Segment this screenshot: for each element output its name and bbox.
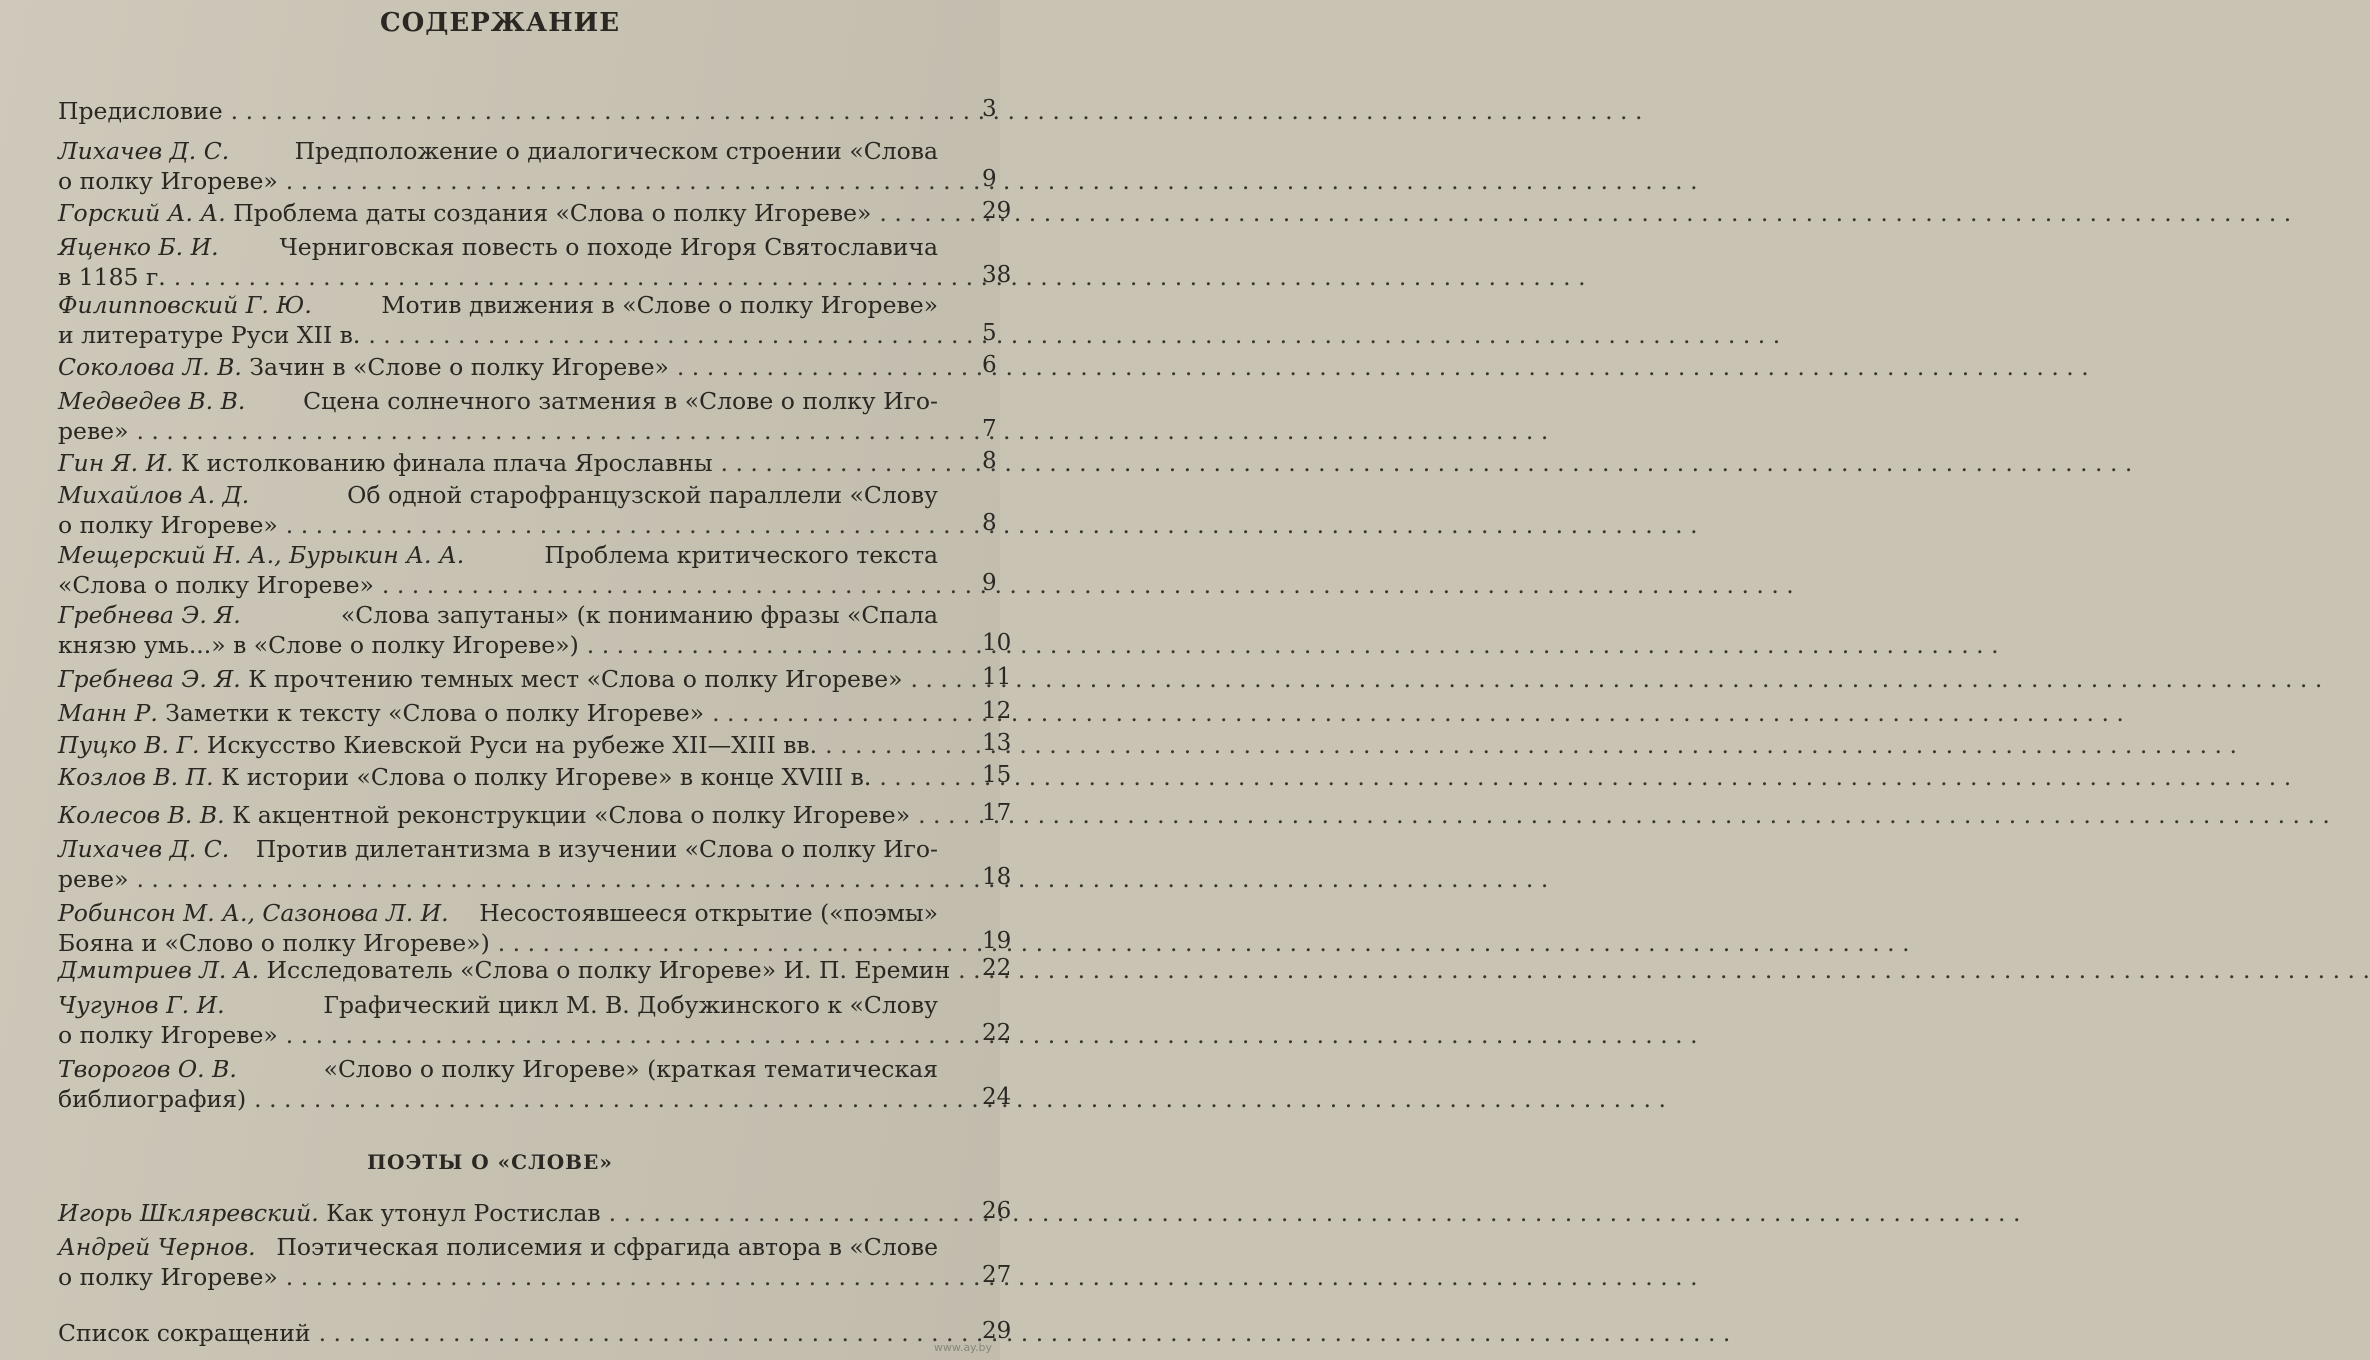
entry-title-continued: реве» [58, 417, 129, 445]
entry-title-continued: князю умь...» в «Слове о полку Игореве») [58, 631, 579, 659]
spacer [158, 698, 165, 728]
page-number: 24 [982, 1084, 1012, 1110]
leader-dots [128, 864, 1548, 894]
leader-dots [871, 198, 2291, 228]
toc-entry [58, 898, 938, 958]
entry-title: К прочтению темных мест «Слова о полку Игореве» [248, 665, 903, 693]
entry-author: Игорь Шкляревский. [58, 1199, 319, 1227]
entry-title-continued: в 1185 г. [58, 263, 166, 291]
entry-title: Поэтическая полисемия и сфрагида автора в «Слове [276, 1233, 938, 1261]
leader-dots [128, 416, 1548, 446]
entry-title-continued: о полку Игореве» [58, 1263, 278, 1291]
leader-dots [950, 955, 2370, 985]
entry-title-continued: библиография) [58, 1085, 247, 1113]
leader-dots [704, 698, 2124, 728]
spacer [174, 448, 181, 478]
page-number: 38 [982, 262, 1012, 288]
toc-entry [58, 730, 938, 760]
entry-title: «Слова запутаны» (к пониманию фразы «Спала [340, 601, 938, 629]
entry-title: К истории «Слова о полку Игореве» в конце XVIII в. [221, 763, 872, 791]
entry-author: Андрей Чернов. [58, 1233, 256, 1261]
entry-author: Гребнева Э. Я. [58, 665, 241, 693]
entry-title: Мотив движения в «Слове о полку Игореве» [381, 291, 938, 319]
leader-dots [223, 96, 1643, 126]
toc-entry [58, 136, 938, 196]
entry-title: К акцентной реконструкции «Слова о полку Игореве» [232, 801, 911, 829]
entry-title: Черниговская повесть о походе Игоря Святославича [279, 233, 938, 261]
entry-title: Список сокращений [58, 1319, 311, 1347]
entry-title: Графический цикл М. В. Добужинского к «Слову [323, 991, 938, 1019]
entry-title-continued: реве» [58, 865, 129, 893]
toc-entry [58, 600, 938, 660]
toc-entry [58, 1318, 938, 1348]
leader-dots [669, 352, 2089, 382]
entry-title-continued: Бояна и «Слово о полку Игореве») [58, 929, 490, 957]
page-number: 22 [982, 1020, 1012, 1046]
page-number: 9 [982, 166, 997, 192]
toc-entry [58, 540, 938, 600]
entry-author: Соколова Л. В. [58, 353, 242, 381]
entry-author: Горский А. А. [58, 199, 226, 227]
toc-entry [58, 96, 938, 126]
entry-title: Проблема критического текста [544, 541, 938, 569]
entry-author: Гин Я. И. [58, 449, 174, 477]
page-number: 19 [982, 928, 1012, 954]
leader-dots [902, 664, 2322, 694]
entry-title: Проблема даты создания «Слова о полку Игореве» [233, 199, 872, 227]
entry-title: Исследователь «Слова о полку Игореве» И. П. Еремин [266, 956, 951, 984]
page-number: 27 [982, 1262, 1012, 1288]
toc-entry [58, 955, 951, 985]
entry-title-continued: о полку Игореве» [58, 167, 278, 195]
page-number: 18 [982, 864, 1012, 890]
page-number: 6 [982, 352, 997, 378]
entry-author: Лихачев Д. С. [58, 137, 230, 165]
page-number: 13 [982, 730, 1012, 756]
entry-title: Об одной старофранцузской параллели «Слову [347, 481, 938, 509]
toc-entry [58, 386, 938, 446]
book-page [0, 0, 1012, 1360]
page-number: 7 [982, 416, 997, 442]
spacer [214, 762, 221, 792]
watermark: www.ay.by [933, 1341, 992, 1354]
spacer [226, 198, 233, 228]
page-number: 9 [982, 570, 997, 596]
entry-author: Чугунов Г. И. [58, 991, 225, 1019]
entry-title: Как утонул Ростислав [326, 1199, 601, 1227]
entry-author: Робинсон М. А., Сазонова Л. И. [58, 899, 449, 927]
spacer [319, 1198, 326, 1228]
toc-entry [58, 990, 938, 1050]
page-number: 12 [982, 698, 1012, 724]
entry-title: К истолкованию финала плача Ярославны [181, 449, 713, 477]
entry-title: Искусство Киевской Руси на рубеже XII—XIII вв. [206, 731, 818, 759]
section-title-poets: ПОЭТЫ О «СЛОВЕ» [367, 1150, 613, 1174]
entry-title: Сцена солнечного затмения в «Слове о полку Иго- [303, 387, 938, 415]
page-number: 5 [982, 320, 997, 346]
contents-title: СОДЕРЖАНИЕ [379, 8, 621, 38]
toc-entry [58, 448, 938, 478]
entry-title-continued: и литературе Руси XII в. [58, 321, 361, 349]
page-number: 26 [982, 1198, 1012, 1224]
toc-entry [58, 480, 938, 540]
toc-entry [58, 1054, 938, 1114]
leader-dots [713, 448, 2133, 478]
leader-dots [360, 320, 1780, 350]
entry-title-continued: о полку Игореве» [58, 1021, 278, 1049]
entry-author: Лихачев Д. С. [58, 835, 230, 863]
entry-title: Предположение о диалогическом строении «Слова [294, 137, 938, 165]
leader-dots [579, 630, 1999, 660]
entry-title: Заметки к тексту «Слова о полку Игореве» [165, 699, 705, 727]
toc-entry [58, 1198, 938, 1228]
page-number: 8 [982, 510, 997, 536]
toc-entry [58, 352, 938, 382]
leader-dots [246, 1084, 1666, 1114]
leader-dots [166, 262, 1586, 292]
toc-entry [58, 198, 938, 228]
entry-author: Гребнева Э. Я. [58, 601, 241, 629]
leader-dots [374, 570, 1794, 600]
page-number: 3 [982, 96, 997, 122]
entry-author: Медведев В. В. [58, 387, 246, 415]
entry-author: Михайлов А. Д. [58, 481, 250, 509]
page-number: 22 [982, 955, 1012, 981]
spacer [225, 800, 232, 830]
entry-title: Зачин в «Слове о полку Игореве» [249, 353, 669, 381]
entry-title: Несостоявшееся открытие («поэмы» [479, 899, 938, 927]
entry-author: Пуцко В. Г. [58, 731, 200, 759]
entry-author: Колесов В. В. [58, 801, 225, 829]
entry-author: Яценко Б. И. [58, 233, 219, 261]
entry-title-continued: «Слова о полку Игореве» [58, 571, 374, 599]
entry-author: Мещерский Н. А., Бурыкин А. А. [58, 541, 465, 569]
entry-title: Предисловие [58, 97, 223, 125]
spacer [259, 955, 266, 985]
page-number: 29 [982, 198, 1012, 224]
leader-dots [490, 928, 1910, 958]
toc-entry [58, 664, 938, 694]
leader-dots [601, 1198, 2021, 1228]
spacer [241, 664, 248, 694]
toc-entry [58, 834, 938, 894]
page-number: 11 [982, 664, 1012, 690]
entry-author: Козлов В. П. [58, 763, 214, 791]
entry-author: Манн Р. [58, 699, 158, 727]
page-number: 15 [982, 762, 1012, 788]
toc-entry [58, 1232, 938, 1292]
entry-author: Дмитриев Л. А. [58, 956, 260, 984]
entry-title: «Слово о полку Игореве» (краткая тематическая [323, 1055, 938, 1083]
spacer [199, 730, 206, 760]
page-number: 10 [982, 630, 1012, 656]
toc-entry [58, 762, 938, 792]
leader-dots [871, 762, 2291, 792]
page-number: 17 [982, 800, 1012, 826]
toc-entry [58, 698, 938, 728]
leader-dots [817, 730, 2237, 760]
entry-title: Против дилетантизма в изучении «Слова о полку Иго- [255, 835, 938, 863]
toc-entry [58, 800, 938, 830]
page-number: 8 [982, 448, 997, 474]
spacer [242, 352, 249, 382]
entry-title-continued: о полку Игореве» [58, 511, 278, 539]
toc-entry [58, 290, 938, 350]
entry-author: Творогов О. В. [58, 1055, 237, 1083]
page-number: 29 [982, 1318, 1012, 1344]
leader-dots [910, 800, 2330, 830]
toc-entry [58, 232, 938, 292]
entry-author: Филипповский Г. Ю. [58, 291, 312, 319]
